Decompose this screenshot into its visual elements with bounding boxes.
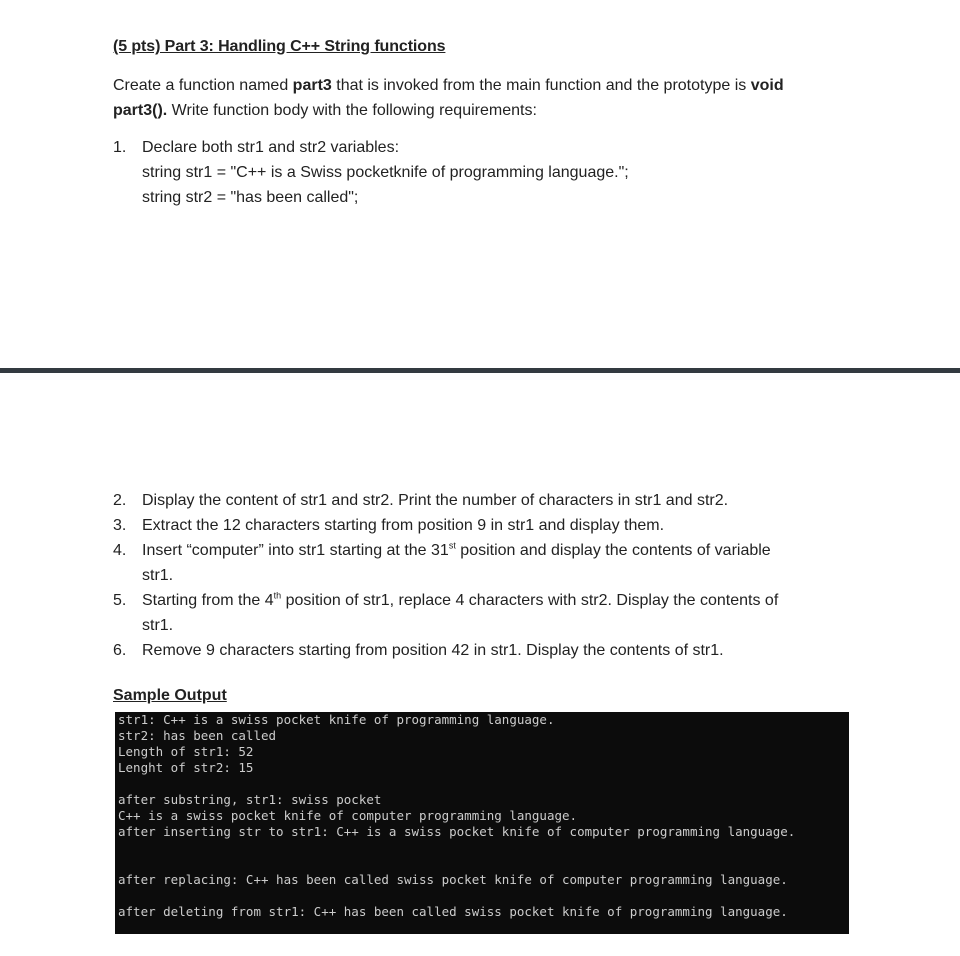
console-line: after substring, str1: swiss pocket <box>118 792 382 807</box>
list-number: 4. <box>113 542 127 559</box>
console-line: str1: C++ is a swiss pocket knife of programming language. <box>118 712 555 727</box>
list-item <box>113 135 853 160</box>
console-line: str2: has been called <box>118 728 277 743</box>
list-text: Remove 9 characters starting from position 42 in str1. Display the contents of str1. <box>142 642 724 659</box>
intro-paragraph <box>113 73 853 123</box>
console-line: C++ is a swiss pocket knife of computer programming language. <box>118 808 578 823</box>
section-heading: (5 pts) Part 3: Handling C++ String functions <box>113 38 446 55</box>
intro-function-name: part3 <box>292 77 332 94</box>
list-item <box>113 513 853 538</box>
intro-text-c: that is invoked from the main function and the prototype is <box>331 77 751 94</box>
list-text-c: str1. <box>142 567 174 584</box>
list-text-b: position and display the contents of variable <box>455 542 771 559</box>
list-number: 3. <box>113 517 127 534</box>
intro-text-a: Create a function named <box>113 77 293 94</box>
list-text <box>142 538 853 588</box>
console-line: Length of str1: 52 <box>118 744 254 759</box>
list-item <box>113 538 853 588</box>
sample-output-heading: Sample Output <box>113 687 227 704</box>
list-text: Display the content of str1 and str2. Print the number of characters in str1 and str2. <box>142 492 729 509</box>
intro-prototype: part3(). <box>113 102 168 119</box>
list-number: 1. <box>113 139 127 156</box>
declaration-str2: string str2 = "has been called"; <box>142 189 359 206</box>
list-item <box>113 638 853 663</box>
list-text: Extract the 12 characters starting from position 9 in str1 and display them. <box>142 517 665 534</box>
console-output <box>115 712 849 934</box>
list-item <box>113 588 853 638</box>
console-line: Lenght of str2: 15 <box>118 760 254 775</box>
list-text-b: position of str1, replace 4 characters with str2. Display the contents of <box>281 592 779 609</box>
console-line: after replacing: C++ has been called swiss pocket knife of computer programming language. <box>118 872 788 887</box>
list-text: Declare both str1 and str2 variables: <box>142 139 400 156</box>
list-text-c: str1. <box>142 617 174 634</box>
list-number: 2. <box>113 492 127 509</box>
list-text-a: Starting from the 4 <box>142 592 274 609</box>
list-text-a: Insert “computer” into str1 starting at the 31 <box>142 542 449 559</box>
intro-void: void <box>750 77 784 94</box>
console-line: after inserting str to str1: C++ is a swiss pocket knife of computer programming language. <box>118 824 796 839</box>
list-item <box>113 488 853 513</box>
list-number: 5. <box>113 592 127 609</box>
ordinal-suffix: th <box>273 590 282 601</box>
list-text <box>142 588 853 638</box>
list-number: 6. <box>113 642 127 659</box>
ordinal-suffix: st <box>448 540 456 551</box>
console-line: after deleting from str1: C++ has been called swiss pocket knife of programming language. <box>118 904 788 919</box>
declaration-str1: string str1 = "C++ is a Swiss pocketknife of programming language."; <box>142 164 629 181</box>
intro-text-f: Write function body with the following requirements: <box>167 102 537 119</box>
page-divider <box>0 368 960 373</box>
